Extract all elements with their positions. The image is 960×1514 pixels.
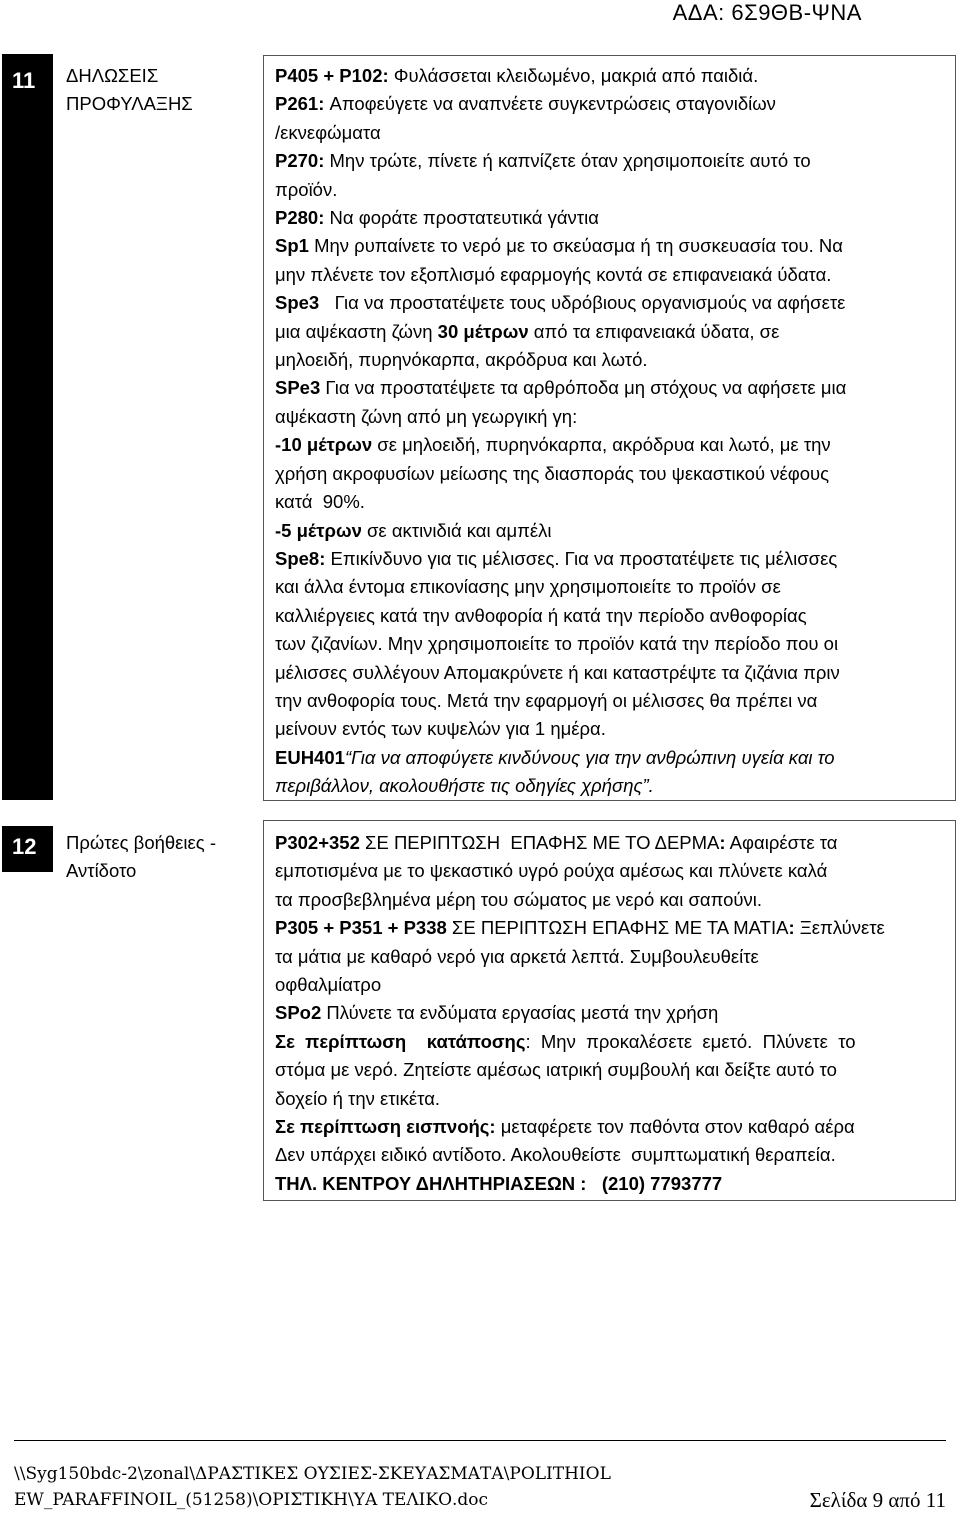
- statement-line: SPe3 Για να προστατέψετε τα αρθρόποδα μη στόχους να αφήσετε μια: [275, 377, 847, 399]
- statement-line: προϊόν.: [275, 178, 338, 200]
- first-aid-box: [263, 820, 956, 1201]
- statement-line: χρήση ακροφυσίων μείωσης της διασποράς του ψεκαστικού νέφους: [275, 462, 830, 484]
- section-title-11: [66, 62, 246, 118]
- statement-line: μια αψέκαστη ζώνη 30 μέτρων από τα επιφανειακά ύδατα, σε: [275, 320, 780, 342]
- section-title-12-line2: Αντίδοτο: [66, 860, 137, 881]
- first-aid-line: SPo2 Πλύνετε τα ενδύματα εργασίας μεστά την χρήση: [275, 1002, 719, 1024]
- poison-center-phone: ΤΗΛ. ΚΕΝΤΡΟΥ ΔΗΛΗΤΗΡΙΑΣΕΩΝ : (210) 7793777: [275, 1172, 723, 1194]
- section-number-11: 11: [2, 54, 53, 800]
- statement-line: /εκνεφώματα: [275, 121, 381, 143]
- section-title-11-line2: ΠΡΟΦΥΛΑΞΗΣ: [66, 93, 193, 114]
- statement-line: -5 μέτρων σε ακτινιδιά και αμπέλι: [275, 519, 552, 541]
- first-aid-line: εμποτισμένα με το ψεκαστικό υγρό ρούχα αμέσως και πλύνετε καλά: [275, 860, 828, 882]
- statement-line: P280: Να φοράτε προστατευτικά γάντια: [275, 207, 599, 229]
- file-path-line1: \\Syg150bdc-2\zonal\ΔΡΑΣΤΙΚΕΣ ΟΥΣΙΕΣ-ΣΚΕΥΑΣΜΑΤΑ\POLITHIOL: [14, 1464, 611, 1484]
- first-aid-line: οφθαλμίατρο: [275, 974, 382, 996]
- precautionary-statements-box: [263, 55, 956, 801]
- statement-line: και άλλα έντομα επικονίασης μην χρησιμοποιείτε το προϊόν σε: [275, 576, 781, 598]
- statement-line: -10 μέτρων σε μηλοειδή, πυρηνόκαρπα, ακρόδρυα και λωτό, με την: [275, 434, 831, 456]
- first-aid-line: P302+352 ΣΕ ΠΕΡΙΠΤΩΣΗ ΕΠΑΦΗΣ ΜΕ ΤΟ ΔΕΡΜΑ: Αφαιρέστε τα: [275, 832, 838, 853]
- statement-line: την ανθοφορία τους. Μετά την εφαρμογή οι μέλισσες θα πρέπει να: [275, 689, 818, 711]
- section-title-11-line1: ΔΗΛΩΣΕΙΣ: [66, 65, 159, 86]
- statement-line: Sp1 Μην ρυπαίνετε το νερό με το σκεύασμα ή τη συσκευασία του. Να: [275, 235, 843, 257]
- statement-line: EUH401“Για να αποφύγετε κινδύνους για την ανθρώπινη υγεία και το: [275, 746, 835, 768]
- section-title-12-line1: Πρώτες βοήθειες -: [66, 832, 217, 853]
- statement-line: αψέκαστη ζώνη από μη γεωργική γη:: [275, 405, 578, 427]
- statement-line: μείνουν εντός των κυψελών για 1 ημέρα.: [275, 718, 606, 740]
- statement-line: των ζιζανίων. Μην χρησιμοποιείτε το προϊόν κατά την περίοδο που οι: [275, 633, 839, 655]
- statement-line: P270: Μην τρώτε, πίνετε ή καπνίζετε όταν χρησιμοποιείτε αυτό το: [275, 150, 811, 172]
- statement-line: κατά 90%.: [275, 491, 365, 513]
- first-aid-line: Δεν υπάρχει ειδικό αντίδοτο. Ακολουθείστε συμπτωματική θεραπεία.: [275, 1144, 836, 1166]
- statement-line: καλλιέργειες κατά την ανθοφορία ή κατά την περίοδο ανθοφορίας: [275, 604, 807, 626]
- section-number-12: 12: [2, 826, 53, 872]
- statement-line: P261: Αποφεύγετε να αναπνέετε συγκεντρώσεις σταγονιδίων: [275, 93, 776, 115]
- statement-line: μηλοειδή, πυρηνόκαρπα, ακρόδρυα και λωτό.: [275, 349, 648, 371]
- first-aid-line: τα προσβεβλημένα μέρη του σώματος με νερό και σαπούνι.: [275, 888, 762, 910]
- statement-line: περιβάλλον, ακολουθήστε τις οδηγίες χρήσης”.: [275, 775, 654, 797]
- statement-line: Spe3 Για να προστατέψετε τους υδρόβιους οργανισμούς να αφήσετε: [275, 292, 846, 314]
- first-aid-line: Σε περίπτωση κατάποσης: Μην προκαλέσετε εμετό. Πλύνετε το: [275, 1030, 856, 1052]
- ada-code: ΑΔΑ: 6Σ9ΘΒ-ΨΝΑ: [672, 0, 862, 25]
- statement-line: μην πλένετε τον εξοπλισμό εφαρμογής κοντά σε επιφανειακά ύδατα.: [275, 263, 832, 285]
- statement-line: μέλισσες συλλέγουν Απομακρύνετε ή και καταστρέψτε τα ζιζάνια πριν: [275, 661, 840, 683]
- first-aid-line: στόμα με νερό. Ζητείστε αμέσως ιατρική συμβουλή και δείξτε αυτό το: [275, 1059, 837, 1081]
- first-aid-line: δοχείο ή την ετικέτα.: [275, 1087, 441, 1109]
- statement-line: Spe8: Επικίνδυνο για τις μέλισσες. Για να προστατέψετε τις μέλισσες: [275, 547, 838, 569]
- first-aid-line: τα μάτια με καθαρό νερό για αρκετά λεπτά. Συμβουλευθείτε: [275, 945, 759, 967]
- page-number: Σελίδα 9 από 11: [809, 1488, 946, 1512]
- statement-line: P405 + P102: Φυλάσσεται κλειδωμένο, μακριά από παιδιά.: [275, 65, 759, 86]
- file-path-line2: EW_PARAFFINOIL_(51258)\ΟΡΙΣΤΙΚΗ\ΥΑ ΤΕΛΙΚΟ.doc: [14, 1490, 489, 1510]
- section-title-12: [66, 829, 246, 885]
- first-aid-line: Σε περίπτωση εισπνοής: μεταφέρετε τον παθόντα στον καθαρό αέρα: [275, 1116, 855, 1138]
- first-aid-line: P305 + P351 + P338 ΣΕ ΠΕΡΙΠΤΩΣΗ ΕΠΑΦΗΣ ΜΕ ΤΑ ΜΑΤΙΑ: Ξεπλύνετε: [275, 917, 885, 939]
- page-footer: [14, 1440, 946, 1513]
